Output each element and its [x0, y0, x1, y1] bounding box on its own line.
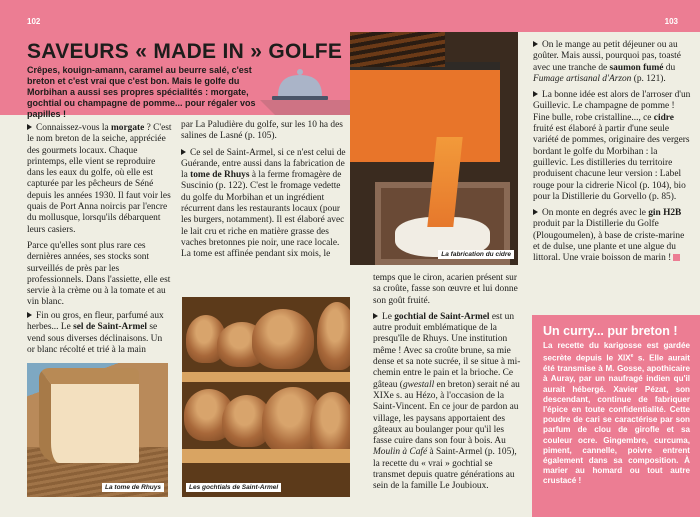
bullet-icon	[533, 91, 538, 97]
photo-tome-de-rhuys	[27, 363, 168, 497]
bullet-icon	[533, 41, 538, 47]
photo-fabrication-cidre	[350, 32, 518, 265]
sidebar-body: La recette du karigosse est gardée secrète depuis le XIXe s. Elle aurait été transmise à M. Gosse, apothicaire à Auray, par un naufragé indien qu'il aurait hébergé. Xavier Pézat, son descendant, continue de fabriquer l'épice en toute confidentialité. Cette poudre de cari se caractérise par son parfum de clou de girofle et sa couleur ocre. Gingembre, curcuma, piment, cannelle, poivre entrent également dans sa composition. À marier au homard ou tout autre crustacé !	[543, 341, 691, 486]
paragraph-gochtial: Le gochtial de Saint-Armel est un autre produit emblématique de la presqu'île de Rhuys. Une institution même ! Avec sa croûte brune, sa mie dense et sa note sucrée, il se situe à mi-chemin entre le pain et la brioche. Ce gâteau (gwestall en breton) serait né au XIXe s. au Hézo, à l'occasion de la Saint-Vincent. En ce jour de pardon au village, les paysans apportaient des gâteaux au boulanger pour qu'il les fasse cuire dans son four à bois. Au Moulin à Café à Saint-Armel (p. 105), la recette du « vrai » gochtial se transmet depuis quatre générations au sein de la famille Le Joubioux.	[373, 311, 521, 492]
intro-text: Crêpes, kouign-amann, caramel au beurre salé, c'est breton et c'est vrai que c'est bon. Mais le golfe du Morbihan a aussi ses propres spécialités : morgate, gochtial ou champagne de pomme... pour régaler vos papilles !	[27, 65, 256, 119]
end-mark-icon	[673, 254, 680, 261]
bullet-icon	[181, 149, 186, 155]
photo-gochtials	[182, 297, 350, 497]
paragraph-tome-cont: temps que le ciron, acarien présent sur sa croûte, fasse son œuvre et lui donne son goût fruité.	[373, 273, 518, 306]
column-1-bottom	[27, 311, 172, 361]
bullet-icon	[27, 312, 32, 318]
paragraph-morgate-2: Parce qu'elles sont plus rare ces dernières années, ses stocks sont surveillés de près par les professionnels. Dans l'assiette, elle est servie à la crème ou à la tomate et au vin blanc.	[27, 240, 171, 308]
column-2	[181, 120, 349, 266]
cider-press	[350, 62, 500, 162]
photo-caption: La fabrication du cidre	[438, 250, 514, 259]
paragraph-gin: On monte en degrés avec le gin H2B produit par la Distillerie du Golfe (Plougoumelen), à base de criste-marine et de dulse, une plante et une algue du littoral. Une vraie boisson de marin !	[533, 208, 685, 264]
bullet-icon	[373, 313, 378, 319]
page-title: SAVEURS « MADE IN » GOLFE	[27, 40, 343, 63]
cloche-icon	[270, 66, 330, 106]
photo-caption: La tome de Rhuys	[102, 483, 164, 492]
column-1	[27, 123, 172, 314]
column-3	[373, 273, 521, 498]
header-band-right	[350, 0, 700, 32]
page-number-left: 102	[27, 17, 41, 26]
paragraph-cidre: La bonne idée est alors de l'arroser d'un Guillevic. Le champagne de pomme ! Fine bulle, robe cristalline..., ce cidre fruité est élaboré à partir d'une seule variété de pommes, originaire des vergers bordant le golfe du Morbihan : la guillevic. Les distilleries du territoire produisent chacune leur version : Label rouge pour la cidrerie Nicol (p. 104), bio pour la Distillerie du Gorvello (p. 85).	[533, 90, 691, 202]
cheese-wedge	[39, 368, 139, 463]
paragraph-tome: Ce sel de Saint-Armel, si ce n'est celui de Guérande, entre aussi dans la fabrication de la tome de Rhuys à la ferme fromagère de Suscinio (p. 122). C'est le fromage vedette du golfe du Morbihan et un ingrédient récurrent dans les restaurants locaux (pour les burgers, notamment). Il est élaboré avec le lait cru et riche en matière grasse des vaches bretonnes pie noir, une race locale. La tome est affinée pendant six mois, le	[181, 147, 346, 260]
photo-caption: Les gochtials de Saint-Armel	[186, 483, 281, 492]
paragraph-sel-cont: par La Paludière du golfe, sur les 10 ha des salines de Lasné (p. 105).	[181, 120, 343, 142]
bullet-icon	[27, 124, 32, 130]
sidebar-box-curry	[532, 315, 700, 517]
paragraph-morgate: Connaissez-vous la morgate ? C'est le nom breton de la seiche, appréciée des gourmets locaux. Chaque printemps, elle vient se reproduire dans les eaux du golfe, où elle est capturée par les pêcheurs de Séné depuis les années 1930. Il faut voir les quais de Port Anna noircis par l'encre du mollusque, lorsqu'ils débarquent leurs casiers.	[27, 123, 172, 235]
bullet-icon	[533, 209, 538, 215]
sidebar-title: Un curry... pur breton !	[543, 324, 678, 338]
paragraph-sel: Fin ou gros, en fleur, parfumé aux herbes... Le sel de Saint-Armel se vend sous diverses déclinaisons. Un or blanc récolté et trié à la main	[27, 311, 164, 355]
column-4	[533, 40, 693, 270]
paragraph-saumon: On le mange au petit déjeuner ou au goûter. Mais aussi, pourquoi pas, toasté avec une tranche de saumon fumé du Fumage artisanal d'Arzon (p. 121).	[533, 40, 681, 84]
page-number-right: 103	[664, 17, 678, 26]
